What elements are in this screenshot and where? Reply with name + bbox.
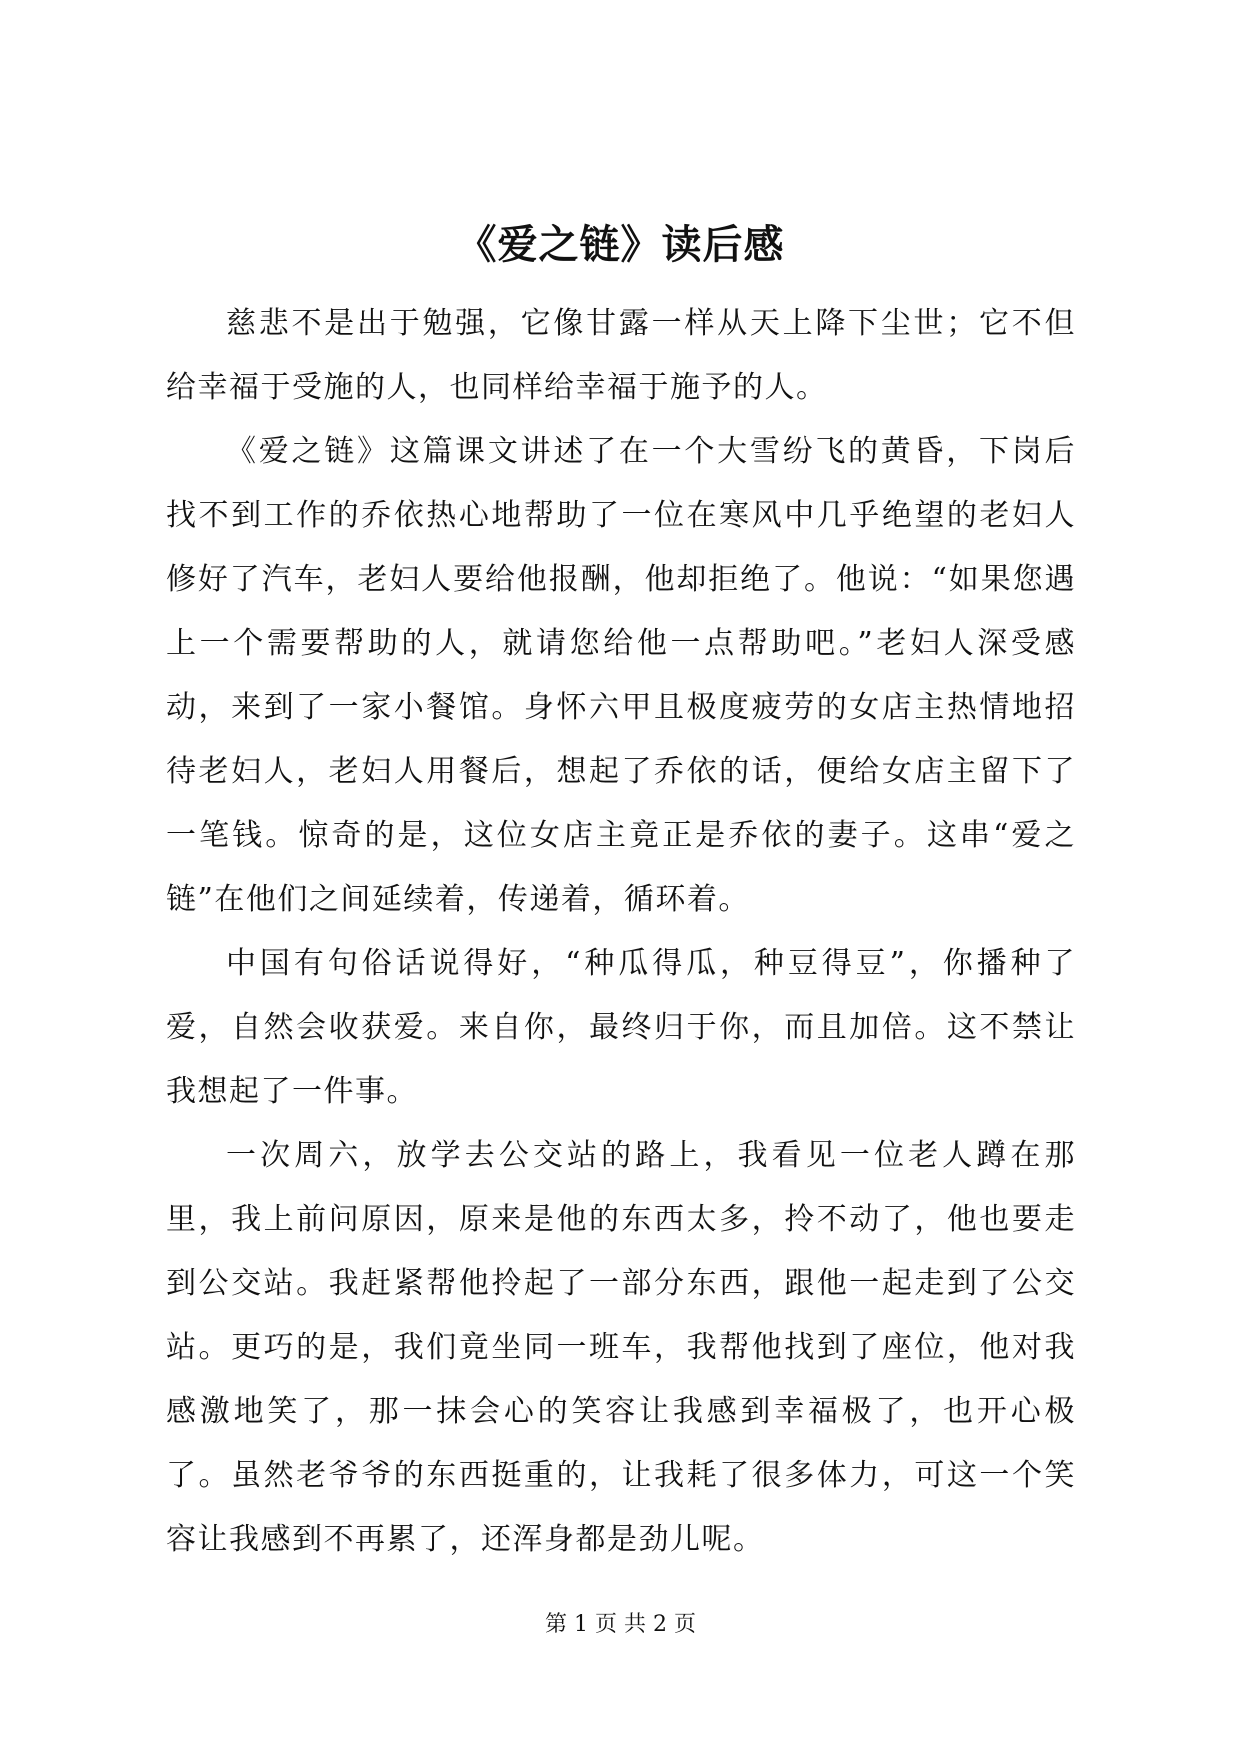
paragraph-3: 中国有句俗话说得好，“种瓜得瓜，种豆得豆”，你播种了爱，自然会收获爱。来自你，最终归于你，而且加倍。这不禁让我想起了一件事。 [166, 946, 1076, 1109]
document-title: 《爱之链》读后感 [456, 221, 785, 268]
paragraph-4: 一次周六，放学去公交站的路上，我看见一位老人蹲在那里，我上前问原因，原来是他的东西太多，拎不动了，他也要走到公交站。我赶紧帮他拎起了一部分东西，跟他一起走到了公交站。更巧的是，我们竟坐同一班车，我帮他找到了座位，他对我感激地笑了，那一抹会心的笑容让我感到幸福极了，也开心极了。虽然老爷爷的东西挺重的，让我耗了很多体力，可这一个笑容让我感到不再累了，还浑身都是劲儿呢。 [166, 1138, 1076, 1557]
paragraph-2: 《爱之链》这篇课文讲述了在一个大雪纷飞的黄昏，下岗后找不到工作的乔依热心地帮助了一位在寒风中几乎绝望的老妇人修好了汽车，老妇人要给他报酬，他却拒绝了。他说：“如果您遇上一个需要帮助的人，就请您给他一点帮助吧。”老妇人深受感动，来到了一家小餐馆。身怀六甲且极度疲劳的女店主热情地招待老妇人，老妇人用餐后，想起了乔依的话，便给女店主留下了一笔钱。惊奇的是，这位女店主竟正是乔依的妻子。这串“爱之链”在他们之间延续着，传递着，循环着。 [166, 434, 1076, 917]
page-footer: 第 1 页 共 2 页 [545, 1612, 696, 1637]
document-body [166, 292, 1076, 1572]
paragraph-1: 慈悲不是出于勉强，它像甘露一样从天上降下尘世；它不但给幸福于受施的人，也同样给幸福于施予的人。 [166, 306, 1076, 405]
